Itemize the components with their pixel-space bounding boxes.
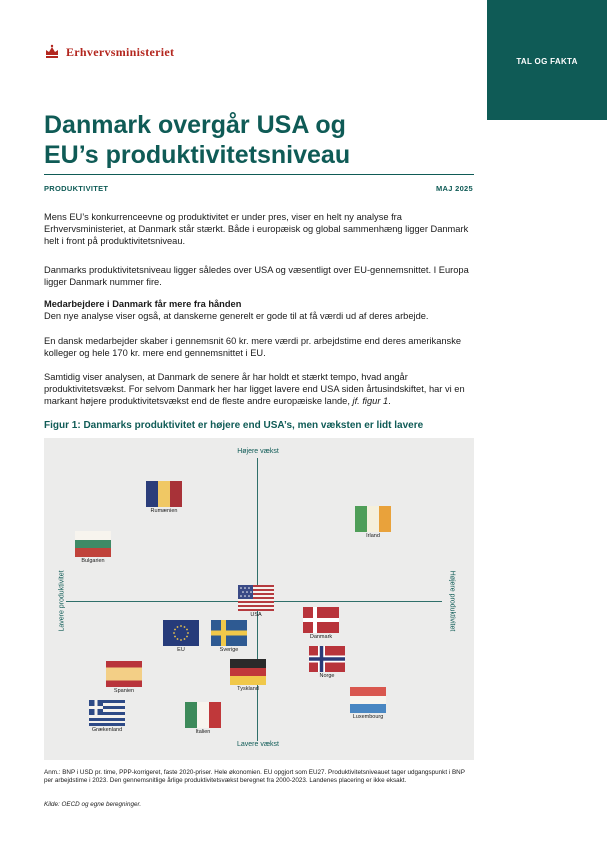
country-label: Tyskland <box>237 686 259 692</box>
country-label: Italien <box>195 729 211 735</box>
category-label: PRODUKTIVITET <box>44 184 109 193</box>
page-title <box>44 110 484 170</box>
paragraph-growth: Samtidig viser analysen, at Danmark de senere år har holdt et stærkt tempo, hvad angår produktivitetsvækst. For selvom Danmark her har ligget lavere end USA siden årtusindskiftet, har vi en markant højere produktivitetsvækst end de fleste andre europæiske lande, jf. figur 1. <box>44 372 465 406</box>
title-line-2: EU’s produktivitetsniveau <box>44 141 351 169</box>
country-label: Norge <box>319 673 335 679</box>
axis-label-top: Højere vækst <box>237 448 279 455</box>
spain-flag-icon <box>106 661 142 687</box>
paragraph-intro: Mens EU’s konkurrenceevne og produktivitet er under pres, viser en helt ny analyse fra Erhvervsministeriet, at Danmark står stærkt. Både i europæisk og global sammenhæng ligger Danmark helt i front på produktivitetsniveau. <box>44 212 469 246</box>
country-label: USA <box>250 612 262 618</box>
denmark-flag-icon <box>303 607 339 633</box>
country-label: Irland <box>366 533 380 539</box>
country-label: Danmark <box>309 634 333 640</box>
country-bulgaria <box>75 531 111 564</box>
country-sweden <box>211 620 247 653</box>
country-norway <box>309 646 345 679</box>
ireland-flag-icon <box>355 506 391 532</box>
figure-note: Anm.: BNP i USD pr. time, PPP-korrigeret, faste 2020-priser. Hele økonomien. EU opgjort som EU27. Produktivitetsniveauet tager udgangspunkt i BNP per arbejdstime i 2023. Den gennemsnitlige årlige produktivitetsvækst beregnet fra 2000-2023. Landenes placering er ikke eksakt. <box>44 769 465 785</box>
country-label: Spanien <box>113 688 135 694</box>
country-ireland <box>355 506 391 539</box>
figure-title: Figur 1: Danmarks produktivitet er højere end USA’s, men væksten er lidt lavere <box>44 420 424 431</box>
title-divider <box>44 174 474 175</box>
date-label: MAJ 2025 <box>436 184 474 193</box>
country-romania <box>146 481 182 514</box>
crown-icon <box>44 44 60 60</box>
romania-flag-icon <box>146 481 182 507</box>
country-label: Luxembourg <box>352 714 384 720</box>
ministry-name: Erhvervsministeriet <box>66 44 175 59</box>
quadrant-figure <box>44 438 474 760</box>
paragraph-value: En dansk medarbejder skaber i gennemsnit 60 kr. mere værdi pr. arbejdstime end deres amerikanske kolleger og hele 170 kr. mere end gennemsnittet i EU. <box>44 336 462 358</box>
luxembourg-flag-icon <box>350 687 386 713</box>
country-label: EU <box>177 647 185 653</box>
axis-label-left: Lavere produktivitet <box>58 570 66 632</box>
sweden-flag-icon <box>211 620 247 646</box>
axis-label-right: Højere produktivitet <box>448 570 456 632</box>
header-banner <box>487 0 607 120</box>
usa-flag-icon <box>238 585 274 611</box>
country-luxembourg <box>350 687 386 720</box>
germany-flag-icon <box>230 659 266 685</box>
italy-flag-icon <box>185 702 221 728</box>
country-greece <box>89 700 125 733</box>
country-label: Grækenland <box>91 727 123 733</box>
greece-flag-icon <box>89 700 125 726</box>
country-denmark <box>303 607 339 640</box>
country-label: Sverige <box>219 647 239 653</box>
country-usa <box>238 585 274 618</box>
country-spain <box>106 661 142 694</box>
norway-flag-icon <box>309 646 345 672</box>
ministry-logo <box>44 44 174 60</box>
figure-reference: jf. figur 1 <box>352 396 389 406</box>
country-label: Bulgarien <box>81 558 105 564</box>
paragraph-level: Danmarks produktivitetsniveau ligger således over USA og væsentligt over EU-gennemsnittet. I Europa ligger Danmark nummer fire. <box>44 265 469 287</box>
country-eu <box>163 620 199 653</box>
paragraph-workers <box>44 298 474 322</box>
section-heading: Medarbejdere i Danmark får mere fra hånden <box>44 299 242 309</box>
paragraph-workers-text: Den nye analyse viser også, at danskerne generelt er gode til at få værdi ud af deres arbejde. <box>44 311 429 321</box>
paragraph-growth-text: Samtidig viser analysen, at Danmark de senere år har holdt et stærkt tempo, hvad angår produktivitetsvækst. For selvom Danmark her har ligget lavere end USA siden årtusindskiftet, har vi en markant højere produktivitetsvækst end de fleste andre europæiske lande, <box>44 372 465 406</box>
banner-label: TAL OG FAKTA <box>516 57 578 66</box>
axis-label-bottom: Lavere vækst <box>236 741 280 748</box>
country-label: Rumænien <box>150 508 178 514</box>
title-line-1: Danmark overgår USA og <box>44 111 346 139</box>
eu-flag-icon <box>163 620 199 646</box>
bulgaria-flag-icon <box>75 531 111 557</box>
figure-source: Kilde: OECD og egne beregninger. <box>44 801 142 808</box>
country-germany <box>230 659 266 692</box>
country-italy <box>185 702 221 735</box>
